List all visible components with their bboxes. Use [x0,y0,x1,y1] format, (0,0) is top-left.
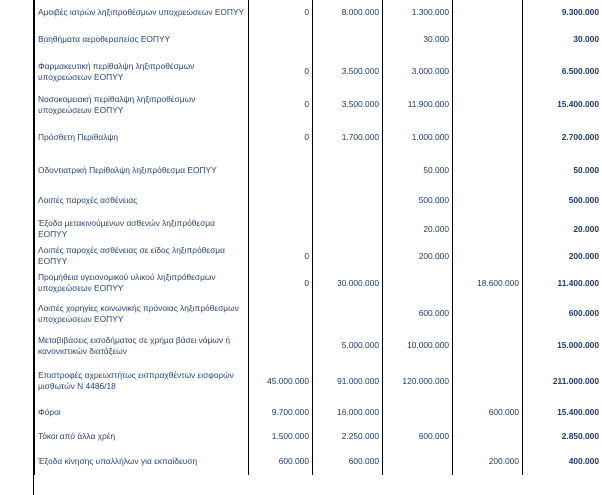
row-value-col3: 20.000 [383,214,453,244]
row-value-col2 [313,214,383,244]
row-value-col4 [453,0,523,24]
row-total: 200.000 [523,244,602,268]
row-value-col3: 600.000 [383,298,453,329]
row-value-col2 [313,154,383,187]
row-total: 211.000.000 [523,362,602,400]
table-row [35,214,602,244]
row-value-col1: 45.000.000 [249,362,313,400]
row-value-col3: 500.000 [383,187,453,214]
row-description: Βοηθήματα αεροθεραπείας ΕΟΠΥΥ [35,24,249,55]
row-value-col1: 600.000 [249,448,313,475]
row-value-col3: 600.000 [383,424,453,448]
row-value-col4 [453,329,523,362]
row-value-col2 [313,187,383,214]
table-row [35,154,602,187]
table-row [35,362,602,400]
row-value-col3 [383,400,453,424]
row-value-col3: 3.000.000 [383,55,453,88]
table-row [35,88,602,121]
row-value-col4: 18.600.000 [453,268,523,298]
row-value-col1: 0 [249,88,313,121]
row-value-col2: 3.500.000 [313,88,383,121]
row-total: 6.500.000 [523,55,602,88]
row-value-col4 [453,244,523,268]
row-value-col2: 3.500.000 [313,55,383,88]
row-value-col1: 0 [249,268,313,298]
row-value-col3: 120.000.000 [383,362,453,400]
row-total: 600.000 [523,298,602,329]
row-value-col2: 1.700.000 [313,121,383,154]
row-value-col1: 9.700.000 [249,400,313,424]
row-value-col3: 11.900.000 [383,88,453,121]
row-value-col1 [249,214,313,244]
row-description: Νοσοκομειακή περίθαλψη ληξιπροθέσμων υποχρεώσεων ΕΟΠΥΥ [35,88,249,121]
row-value-col4 [453,298,523,329]
budget-table-body [35,0,602,475]
row-description: Αμοιβές ιατρών ληξιπροθέσμων υποχρεώσεων ΕΟΠΥΥ [35,0,249,24]
row-value-col1: 0 [249,0,313,24]
left-margin-column [0,0,34,495]
row-total: 50.000 [523,154,602,187]
row-value-col3: 30.000 [383,24,453,55]
row-value-col4 [453,214,523,244]
row-total: 30.000 [523,24,602,55]
table-row [35,329,602,362]
table-row [35,55,602,88]
row-total: 15.400.000 [523,400,602,424]
row-value-col1: 0 [249,55,313,88]
row-description: Λοιπές παροχές ασθένειας σε είδος ληξιπρόθεσμα ΕΟΠΥΥ [35,244,249,268]
table-row [35,121,602,154]
row-value-col1 [249,298,313,329]
row-value-col2: 5.000.000 [313,329,383,362]
table-row [35,448,602,475]
row-description: Επιστροφές αχρεωστήτως εισπραχθέντων εισφορών μισθωτών Ν 4486/18 [35,362,249,400]
row-value-col2 [313,244,383,268]
row-value-col4: 600.000 [453,400,523,424]
row-value-col3 [383,448,453,475]
row-value-col2: 16.000.000 [313,400,383,424]
row-value-col2: 600.000 [313,448,383,475]
table-row [35,268,602,298]
row-total: 9.300.000 [523,0,602,24]
row-value-col1: 0 [249,121,313,154]
row-value-col3: 1.000.000 [383,121,453,154]
row-value-col1: 0 [249,244,313,268]
row-value-col1 [249,187,313,214]
row-total: 15.400.000 [523,88,602,121]
row-value-col4 [453,55,523,88]
row-description: Έξοδα μετακινούμενων ασθενών ληξιπρόθεσμα ΕΟΠΥΥ [35,214,249,244]
budget-table [34,0,602,475]
row-total: 400.000 [523,448,602,475]
row-value-col2: 30.000.000 [313,268,383,298]
table-row [35,298,602,329]
row-description: Μεταβιβάσεις εισοδήματος σε χρήμα βάσει νόμων ή κανονιστικών διατάξεων [35,329,249,362]
table-row [35,187,602,214]
row-value-col1 [249,329,313,362]
row-total: 500.000 [523,187,602,214]
row-value-col3: 200.000 [383,244,453,268]
row-description: Έξοδα κίνησης υπαλλήλων για εκπαίδευση [35,448,249,475]
row-value-col2: 8.000.000 [313,0,383,24]
row-value-col4 [453,121,523,154]
row-description: Προμήθεια υγειονομικού υλικού ληξιπρόθεσμων υποχρεώσεων ΕΟΠΥΥ [35,268,249,298]
row-value-col4 [453,362,523,400]
row-value-col4 [453,154,523,187]
row-value-col1 [249,154,313,187]
table-row [35,244,602,268]
table-row [35,400,602,424]
row-description: Λοιπές παροχές ασθένειας [35,187,249,214]
row-value-col3 [383,268,453,298]
row-description: Πρόσθετη Περίθαλψη [35,121,249,154]
row-value-col4 [453,24,523,55]
row-total: 20.000 [523,214,602,244]
row-description: Τόκοι από άλλα χρέη [35,424,249,448]
table-row [35,24,602,55]
row-description: Φόροι [35,400,249,424]
row-description: Οδοντιατρική Περίθαλψη ληξιπρόθεσμα ΕΟΠΥΥ [35,154,249,187]
row-value-col2: 91.000.000 [313,362,383,400]
row-value-col3: 10.000.000 [383,329,453,362]
row-value-col2 [313,24,383,55]
table-row [35,0,602,24]
row-total: 2.850.000 [523,424,602,448]
row-total: 2.700.000 [523,121,602,154]
row-value-col4: 200.000 [453,448,523,475]
row-value-col3: 50.000 [383,154,453,187]
row-value-col1: 1.500.000 [249,424,313,448]
row-value-col4 [453,424,523,448]
row-value-col2: 2.250.000 [313,424,383,448]
row-value-col1 [249,24,313,55]
row-value-col4 [453,187,523,214]
row-description: Φαρμακευτική περίθαλψη ληξιπροθέσμων υποχρεώσεων ΕΟΠΥΥ [35,55,249,88]
row-total: 11.400.000 [523,268,602,298]
row-value-col3: 1.300.000 [383,0,453,24]
table-row [35,424,602,448]
row-value-col4 [453,88,523,121]
row-value-col2 [313,298,383,329]
row-description: Λοιπές χορηγίες κοινωνικής πρόνοιας ληξιπρόθεσμων υποχρεώσεων ΕΟΠΥΥ [35,298,249,329]
row-total: 15.000.000 [523,329,602,362]
